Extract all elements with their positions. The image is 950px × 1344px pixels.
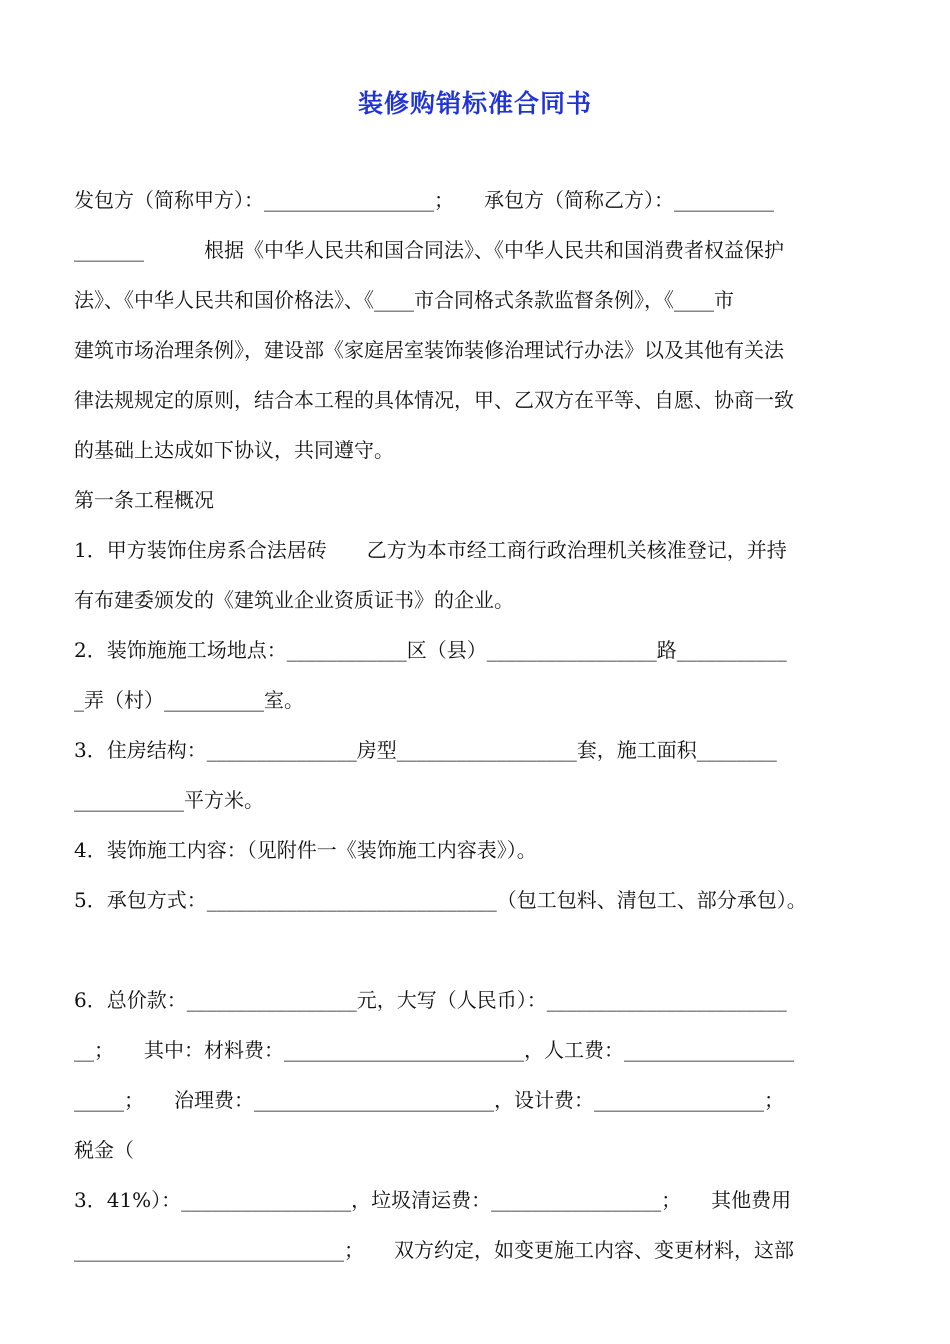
text-line-12: 3．住房结构：_______________房型__________________套，施工面积________ xyxy=(74,738,777,762)
text-line-6: 的基础上达成如下协议，共同遵守。 xyxy=(74,438,394,462)
text-line-2: _______ 根据《中华人民共和国合同法》、《中华人民共和国消费者权益保护 xyxy=(74,238,784,262)
text-line-5: 律法规规定的原则，结合本工程的具体情况，甲、乙双方在平等、自愿、协商一致 xyxy=(74,388,794,412)
document-body xyxy=(74,182,894,1282)
text-line-18: __； 其中：材料费：________________________，人工费：_________________ xyxy=(74,1038,794,1062)
text-line-3: 法》、《中华人民共和国价格法》、《____市合同格式条款监督条例》，《____市 xyxy=(74,288,734,312)
section-heading-1: 第一条工程概况 xyxy=(74,488,214,512)
text-line-15: 5．承包方式：_____________________________（包工包料、清包工、部分承包）。 xyxy=(74,888,807,912)
text-line-14: 4．装饰施工内容：（见附件一《装饰施工内容表》）。 xyxy=(74,838,537,862)
document-title: 装修购销标准合同书 xyxy=(357,89,592,118)
text-line-1: 发包方（简称甲方）：_________________； 承包方（简称乙方）：__________ xyxy=(74,188,774,212)
text-line-11: _弄（村）__________室。 xyxy=(74,688,304,712)
text-line-13: ___________平方米。 xyxy=(74,788,264,812)
text-line-22: ___________________________； 双方约定，如变更施工内容、变更材料，这部 xyxy=(74,1238,794,1262)
blank-line xyxy=(74,932,894,982)
text-line-10: 2．装饰施施工场地点：____________区（县）_________________路___________ xyxy=(74,638,787,662)
text-line-9: 有布建委颁发的《建筑业企业资质证书》的企业。 xyxy=(74,588,514,612)
text-line-17: 6．总价款：_________________元，大写（人民币）：________________________ xyxy=(74,988,787,1012)
text-line-4: 建筑市场治理条例》，建设部《家庭居室装饰装修治理试行办法》以及其他有关法 xyxy=(74,338,784,362)
text-line-8: 1．甲方装饰住房系合法居砖 乙方为本市经工商行政治理机关核准登记，并持 xyxy=(74,538,787,562)
text-line-21: 3．41%）：_________________，垃圾清运费：_________________； 其他费用 xyxy=(74,1188,792,1212)
text-line-20: 税金（ xyxy=(74,1138,134,1162)
text-line-19: _____； 治理费：________________________，设计费：_________________； xyxy=(74,1088,784,1112)
